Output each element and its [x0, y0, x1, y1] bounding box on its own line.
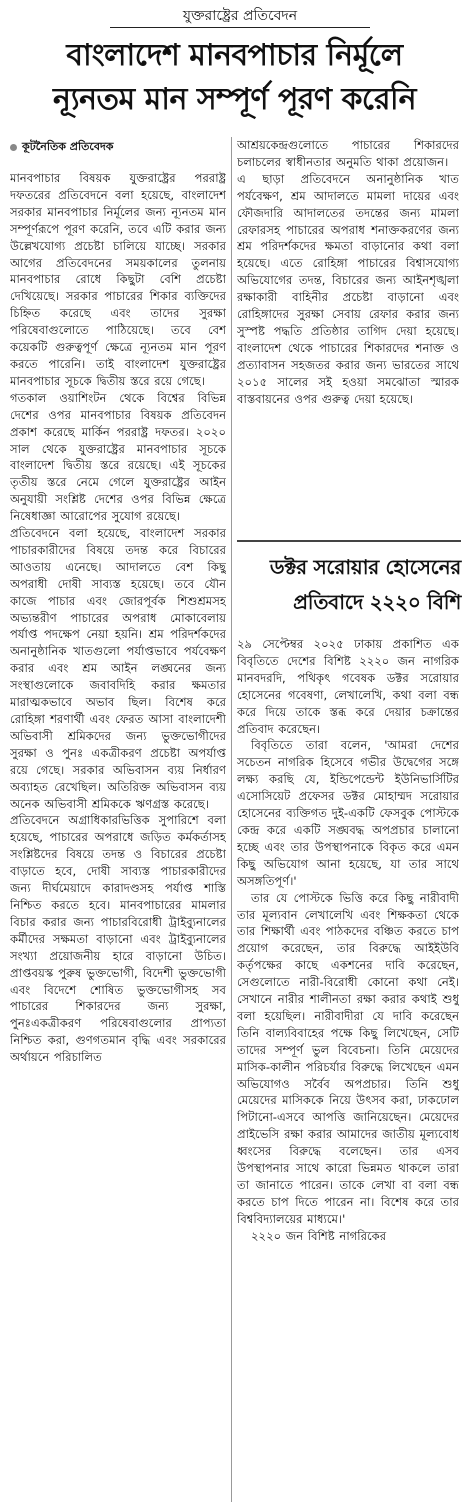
sub-headline-line-1: ডক্টর সরোয়ার হোসেনের	[269, 555, 461, 579]
paragraph: বিবৃতিতে তারা বলেন, 'আমরা দেশের সচেতন নাগরিক হিসেবে গভীর উদ্বেগের সঙ্গে লক্ষ্য করছি যে, ইন্ডিপেন্ডেন্ট ইউনিভার্সিটির এসোসিয়েট প্রফেসর ডক্টর মোহাম্মদ সরোয়ার হোসেনের ব্যক্তিগত দুই-একটি ফেসবুক পোস্টকে কেন্দ্র করে একটি সঙ্ঘবদ্ধ অপপ্রচার চালানো হচ্ছে এবং তার উপস্থাপনাকে বিকৃত করে এমন কিছু অভিযোগ আনা হয়েছে, যা তার সাথে অসঙ্গতিপূর্ণ।'	[237, 738, 459, 888]
sub-article-headline	[237, 550, 461, 620]
paragraph: ২৯ সেপ্টেম্বর ২০২৫ ঢাকায় প্রকাশিত এক বিবৃতিতে দেশের বিশিষ্ট ২২২০ জন নাগরিক মানবদরদি, পথিকৃৎ গবেষক ডক্টর সরোয়ার হোসেনের গবেষণা, লেখালেখি, কথা বলা বন্ধ করে দিয়ে তাকে স্তব্ধ করে দেয়ার চক্রান্তের প্রতিবাদ করেছেন।	[237, 637, 459, 736]
section-divider	[237, 540, 461, 542]
byline	[10, 140, 225, 154]
headline-line-1: বাংলাদেশ মানবপাচার নির্মূলে	[66, 38, 403, 73]
paragraph: তার যে পোস্টকে ভিত্তি করে কিছু নারীবাদী তার মূল্যবান লেখালেখি এবং শিক্ষকতা থেকে তার শিক্ষার্থী এবং পাঠকদের বঞ্চিত করতে চাপ প্রয়োগ করেছেন, তার বিরুদ্ধে আইইউবি কর্তৃপক্ষের কাছে একশনের দাবি করেছেন, সেগুলোতে নারী-বিরোধী কোনো কথা নেই। সেখানে নারীর শালীনতা রক্ষা করার কথাই শুধু বলা হয়েছিল। নারীবাদীরা যে দাবি করেছেন তিনি বাল্যবিবাহের পক্ষে কিছু লিখেছেন, সেটি তাদের সম্পূর্ণ ভুল বিবেচনা। তিনি মেয়েদের মাসিক-কালীন পরিচর্যার বিরুদ্ধে লিখেছেন এমন অভিযোগও সর্বৈব অপপ্রচার। তিনি শুধু মেয়েদের মাসিককে নিয়ে উৎসব করা, ঢাকঢোল পিটানো-এসবে আপত্তি জানিয়েছেন। মেয়েদের প্রাইভেসি রক্ষা করার আমাদের জাতীয় মূল্যবোধ ধ্বংসের বিরুদ্ধে বলেছেন। তার এসব উপস্থাপনার সাথে কারো ভিন্নমত থাকলে তারা তা জানাতে পারেন। তাকে লেখা বা বলা বন্ধ করতে চাপ দিতে পারেন না। বিশেষ করে তার বিশ্ববিদ্যালয়ের মাধ্যমে।'	[237, 890, 459, 1226]
paragraph: এ ছাড়া প্রতিবেদনে অনানুষ্ঠানিক খাত পর্যবেক্ষণ, শ্রম আদালতে মামলা দায়ের এবং ফৌজদারি আদালতের তদন্তের জন্য মামলা রেফারসহ পাচারের অপরাধ শনাক্তকরণের জন্য শ্রম পরিদর্শকদের ক্ষমতা বাড়ানোর কথা বলা হয়েছে। এতে রোহিঙ্গা পাচারের বিশ্বাসযোগ্য অভিযোগের তদন্ত, বিচারের জন্য আইনশৃঙ্খলা রক্ষাকারী বাহিনীর প্রচেষ্টা বাড়ানো এবং রোহিঙ্গাদের সুরক্ষা সেবায় রেফার করার জন্য সুস্পষ্ট পদ্ধতি প্রতিষ্ঠার তাগিদ দেয়া হয়েছে। বাংলাদেশ থেকে পাচারের শিকারদের শনাক্ত ও প্রত্যাবাসন সহজতর করার জন্য ভারতের সাথে ২০১৫ সালের সই হওয়া সমঝোতা স্মারক বাস্তবায়নের ওপর গুরুত্ব দেয়া হয়েছে।	[237, 171, 459, 406]
column-divider	[231, 137, 232, 1502]
paragraph: গতকাল ওয়াশিংটন থেকে বিশ্বের বিভিন্ন দেশের ওপর মানবপাচার বিষয়ক প্রতিবেদন প্রকাশ করেছে মার্কিন পররাষ্ট্র দফতর। ২০২০ সাল থেকে যুক্তরাষ্ট্রের মানবপাচার সূচকে বাংলাদেশ দ্বিতীয় স্তরে রয়েছে। এই সূচকের তৃতীয় স্তরে নেমে গেলে যুক্তরাষ্ট্রের আইন অনুযায়ী সংশ্লিষ্ট দেশের ওপর বিভিন্ন ক্ষেত্রে নিষেধাজ্ঞা আরোপের সুযোগ রয়েছে।	[10, 390, 226, 524]
paragraph: প্রতিবেদনে অগ্রাধিকারভিত্তিক সুপারিশে বলা হয়েছে, পাচারের অপরাধে জড়িত কর্মকর্তাসহ সংশ্লিষ্টদের বিষয়ে তদন্ত ও বিচারের প্রচেষ্টা বাড়াতে হবে, দোষী সাব্যস্ত পাচারকারীদের জন্য দীর্ঘমেয়াদে কারাদণ্ডসহ পর্যাপ্ত শাস্তি নিশ্চিত করতে হবে। মানবপাচারের মামলার বিচার করার জন্য পাচারবিরোধী ট্রাইব্যুনালের কর্মীদের সক্ষমতা বাড়ানো এবং ট্রাইব্যুনালের সংখ্যা প্রয়োজনীয় হারে বাড়ানো উচিত। প্রাপ্তবয়স্ক পুরুষ ভুক্তভোগী, বিদেশী ভুক্তভোগী এবং বিদেশে শোষিত ভুক্তভোগীসহ সব পাচারের শিকারদের জন্য সুরক্ষা, পুনঃএকত্রীকরণ পরিষেবাগুলোর প্রাপ্যতা নিশ্চিত করা, গুণগতমান বৃদ্ধি এবং সরকারের অর্থায়নে পরিচালিত	[10, 813, 226, 1065]
bullet-icon	[10, 144, 17, 151]
article-kicker: যুক্তরাষ্ট্রের প্রতিবেদন	[110, 6, 370, 28]
column-1	[10, 170, 226, 1502]
column-2-bottom	[237, 636, 459, 1502]
paragraph: ২২২০ জন বিশিষ্ট নাগরিকের	[251, 1228, 387, 1243]
byline-text: কূটনৈতিক প্রতিবেদক	[22, 140, 114, 153]
article-headline	[0, 34, 469, 122]
sub-headline-line-2: প্রতিবাদে ২২২০ বিশি	[293, 590, 461, 614]
paragraph: আশ্রয়কেন্দ্রগুলোতে পাচারের শিকারদের চলাচলের স্বাধীনতার অনুমতি থাকা প্রয়োজন।	[237, 138, 459, 169]
paragraph: প্রতিবেদনে বলা হয়েছে, বাংলাদেশ সরকার পাচারকারীদের বিষয়ে তদন্ত করে বিচারের আওতায় এনেছে। আদালতে বেশ কিছু অপরাধী দোষী সাব্যস্ত হয়েছে। তবে যৌন কাজে পাচার এবং জোরপূর্বক শিশুশ্রমসহ অভ্যন্তরীণ পাচারের অপরাধ মোকাবেলায় পর্যাপ্ত পদক্ষেপ নেয়া হয়নি। শ্রম পরিদর্শকদের অনানুষ্ঠানিক খাতগুলো পর্যাপ্তভাবে পর্যবেক্ষণ করার এবং শ্রম আইন লঙ্ঘনের জন্য সংস্থাগুলোকে জবাবদিহি করার ক্ষমতার মারাত্মকভাবে অভাব ছিল। বিশেষ করে রোহিঙ্গা শরণার্থী এবং ফেরত আসা বাংলাদেশী অভিবাসী শ্রমিকদের জন্য ভুক্তভোগীদের সুরক্ষা ও পুনঃ একত্রীকরণ প্রচেষ্টা অপর্যাপ্ত রয়ে গেছে। সরকার অভিবাসন ব্যয় নির্ধারণ অব্যাহত রেখেছিল। অতিরিক্ত অভিবাসন ব্যয় অনেক অভিবাসী শ্রমিককে ঋণগ্রস্ত করেছে।	[10, 526, 226, 811]
paragraph: মানবপাচার বিষয়ক যুক্তরাষ্ট্রের পররাষ্ট্র দফতরের প্রতিবেদনে বলা হয়েছে, বাংলাদেশ সরকার মানবপাচার নির্মূলের জন্য ন্যূনতম মান সম্পূর্ণরূপে পূরণ করেনি, তবে এটি করার জন্য উল্লেখযোগ্য প্রচেষ্টা চালিয়ে যাচ্ছে। সরকার আগের প্রতিবেদনের সময়কালের তুলনায় মানবপাচার রোধে কিছুটা বেশি প্রচেষ্টা দেখিয়েছে। সরকার পাচারের শিকার ব্যক্তিদের চিহ্নিত করেছে এবং তাদের সুরক্ষা পরিষেবাগুলোতে পাঠিয়েছে। তবে বেশ কয়েকটি গুরুত্বপূর্ণ ক্ষেত্রে ন্যূনতম মান পূরণ করতে পারেনি। তাই বাংলাদেশ যুক্তরাষ্ট্রের মানবপাচার সূচকে দ্বিতীয় স্তরে রয়ে গেছে।	[10, 171, 226, 388]
headline-line-2: ন্যূনতম মান সম্পূর্ণ পূরণ করেনি	[53, 82, 416, 117]
column-2-top	[237, 137, 459, 530]
